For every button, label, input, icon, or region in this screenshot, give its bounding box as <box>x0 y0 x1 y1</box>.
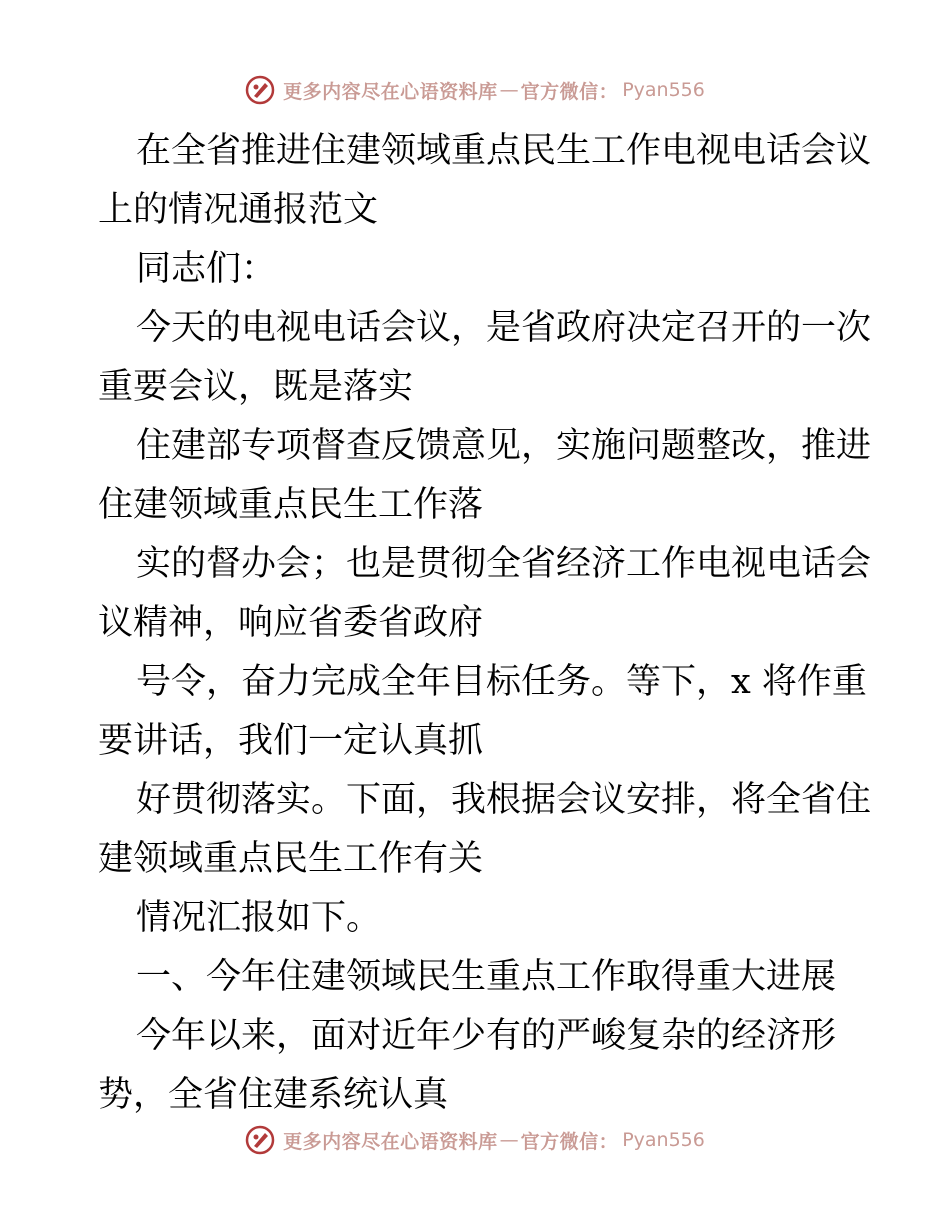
logo-icon <box>245 75 275 105</box>
watermark-dash: — <box>499 79 519 101</box>
watermark-text: 更多内容尽在心语资料库 <box>283 80 498 103</box>
watermark-wechat-label: 官方微信： <box>520 80 619 103</box>
document-body <box>98 122 872 1125</box>
doc-line: 今年以来，面对近年少有的严峻复杂的经济形 <box>136 1016 837 1056</box>
doc-line: 重要会议，既是落实 <box>98 367 414 407</box>
watermark-text: 更多内容尽在心语资料库 <box>283 1130 498 1153</box>
footer-watermark <box>0 1122 950 1158</box>
watermark-wechat-label: 官方微信： <box>520 1130 619 1153</box>
logo-icon <box>245 1125 275 1155</box>
doc-line: 议精神，响应省委省政府 <box>98 603 484 643</box>
doc-line: 情况汇报如下。 <box>136 898 382 938</box>
doc-line: 要讲话，我们一定认真抓 <box>98 721 484 761</box>
doc-line: 一、今年住建领域民生重点工作取得重大进展 <box>136 957 837 997</box>
watermark-dash: — <box>499 1129 519 1151</box>
doc-line: 实的督办会；也是贯彻全省经济工作电视电话会 <box>136 544 872 584</box>
header-watermark <box>0 72 950 108</box>
doc-line: 势，全省住建系统认真 <box>98 1075 449 1115</box>
doc-line: 上的情况通报范文 <box>98 190 379 230</box>
watermark-wechat-id: Pyan556 <box>622 79 705 101</box>
doc-line: 今天的电视电话会议，是省政府决定召开的一次 <box>136 308 872 348</box>
doc-line: 住建领域重点民生工作落 <box>98 485 484 525</box>
doc-line: 在全省推进住建领域重点民生工作电视电话会议 <box>136 131 872 171</box>
watermark-wechat-id: Pyan556 <box>622 1129 705 1151</box>
doc-line: 好贯彻落实。下面，我根据会议安排，将全省住 <box>136 780 872 820</box>
doc-line: 同志们： <box>136 249 277 289</box>
doc-line: 号令，奋力完成全年目标任务。等下，x 将作重 <box>136 662 867 702</box>
doc-line: 住建部专项督查反馈意见，实施问题整改，推进 <box>136 426 872 466</box>
doc-line: 建领域重点民生工作有关 <box>98 839 484 879</box>
